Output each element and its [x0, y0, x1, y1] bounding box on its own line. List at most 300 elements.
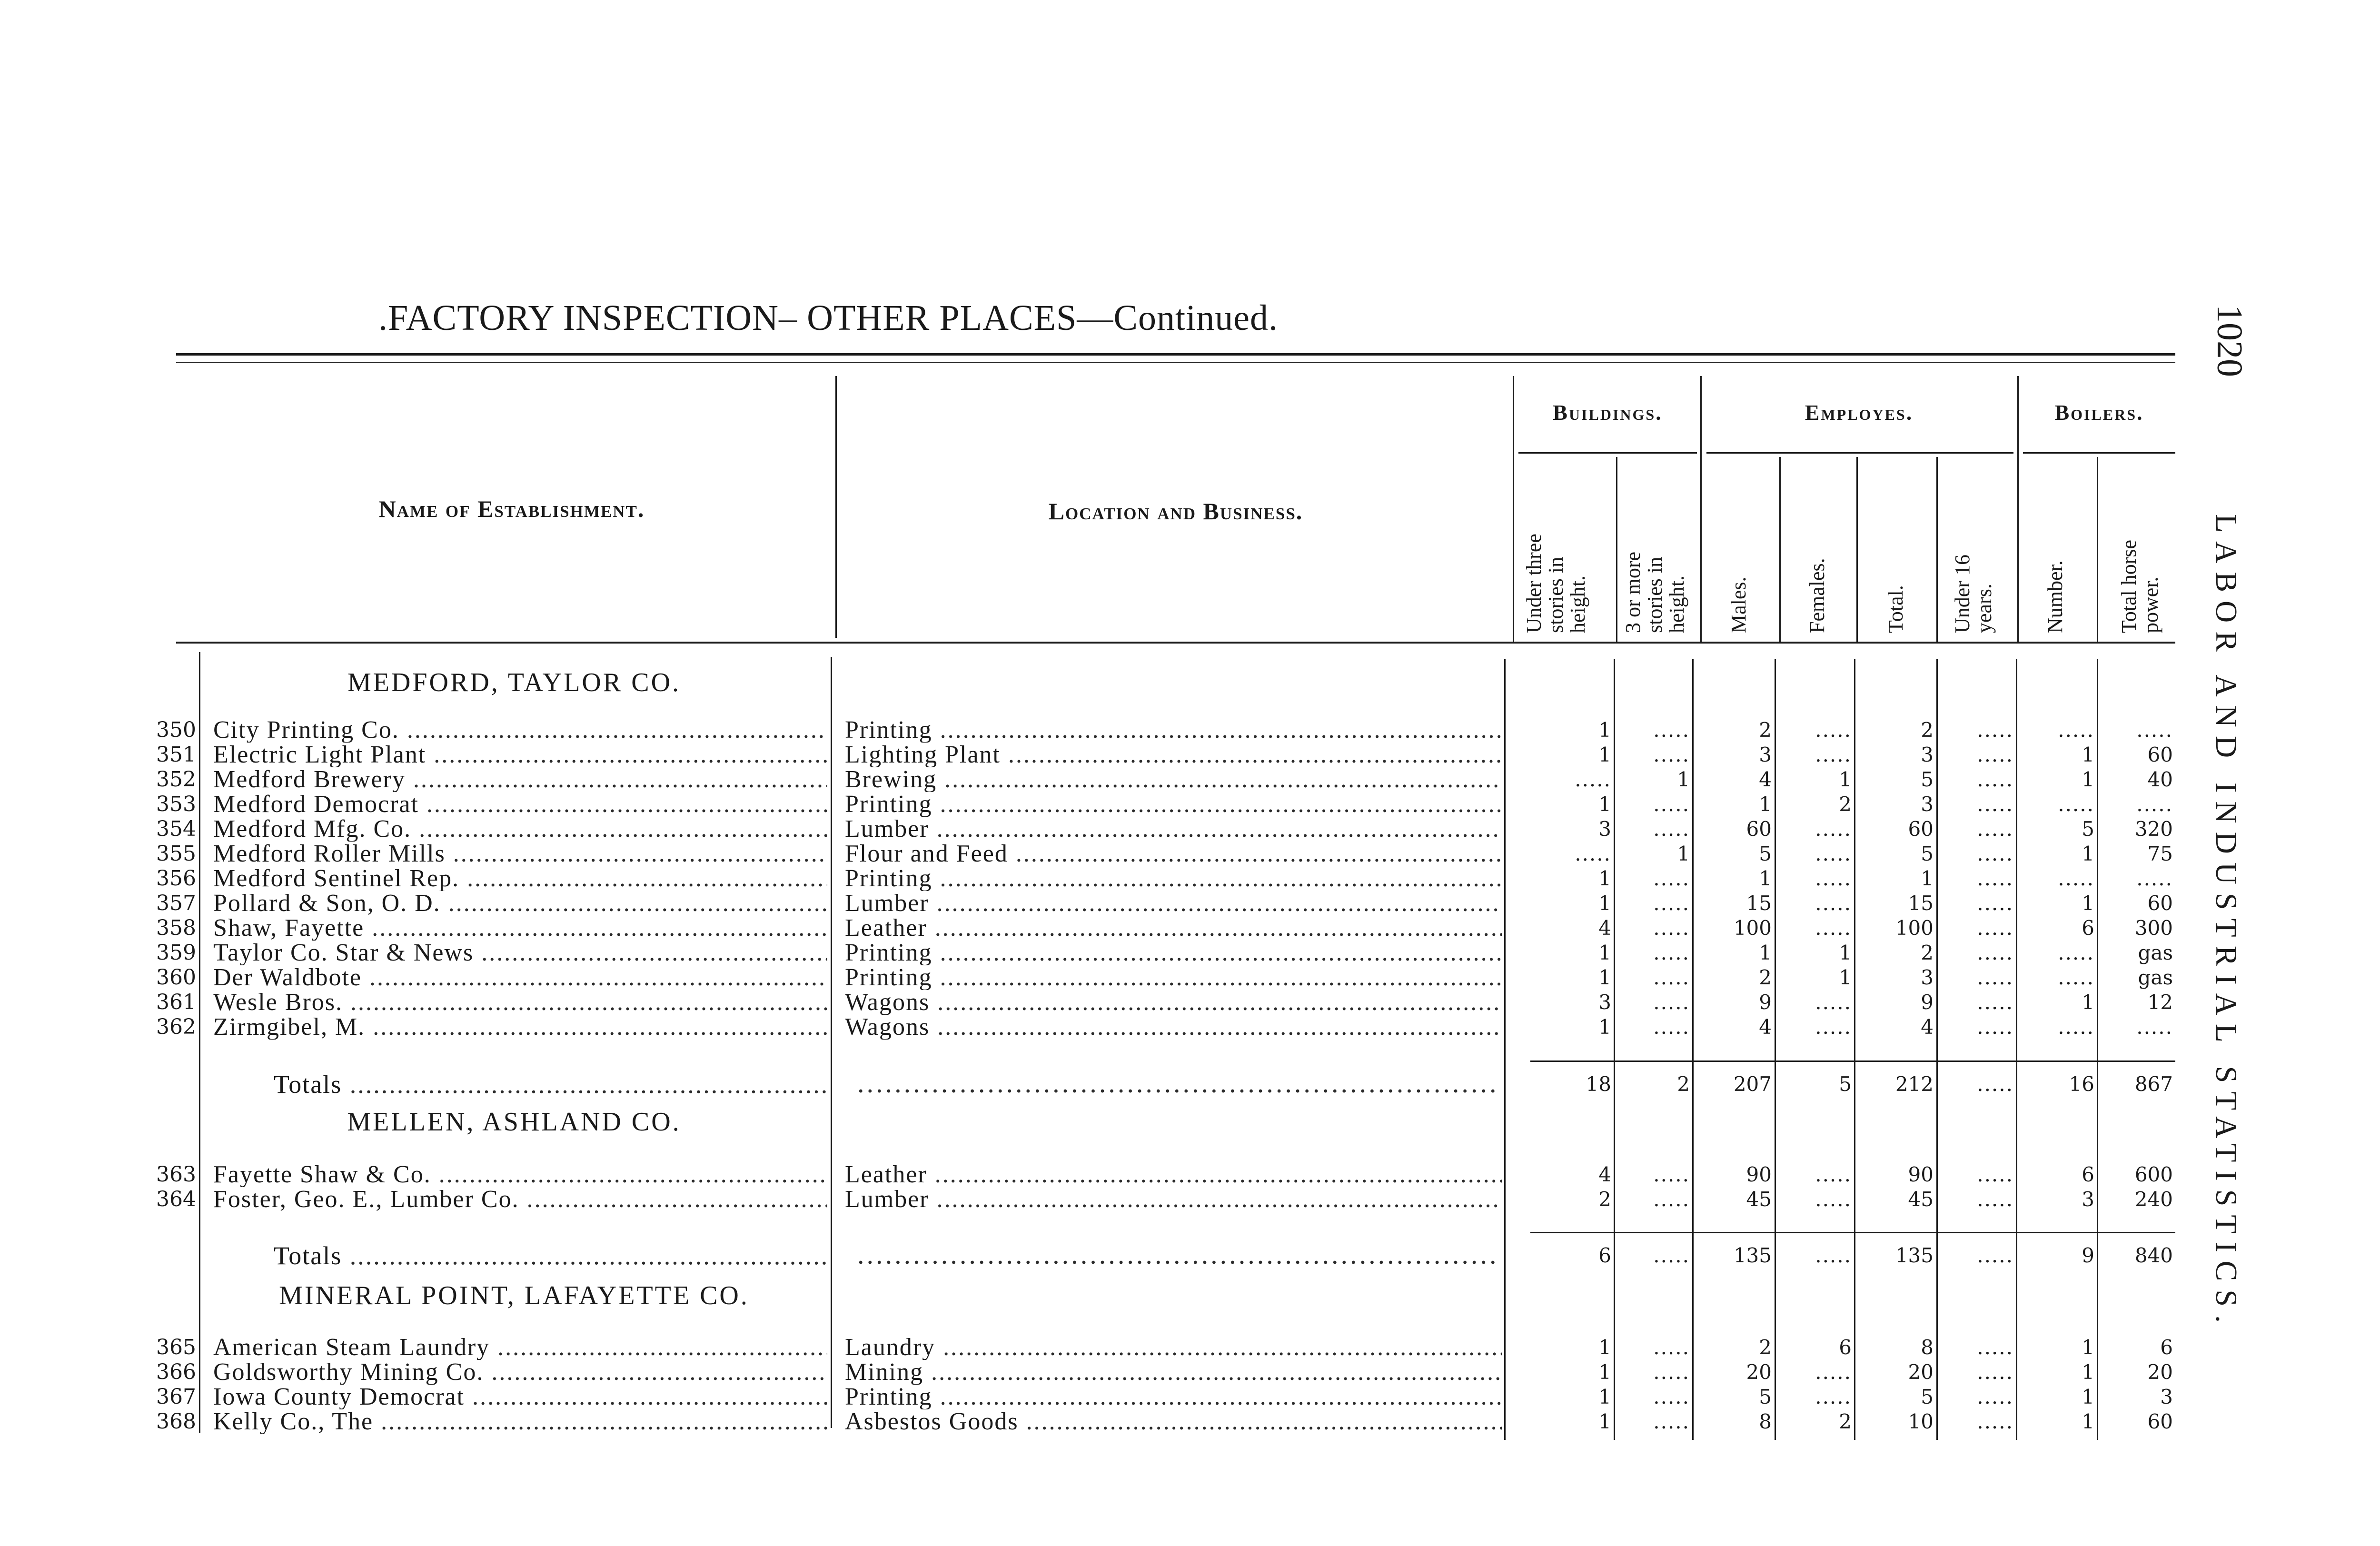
leader-dots	[431, 1162, 827, 1187]
name-column-header: Name of Establishment.	[378, 496, 645, 522]
business-type-text: Printing	[845, 965, 932, 990]
three-plus-value	[1616, 1409, 1690, 1434]
leader-dots	[441, 891, 827, 916]
three-plus-value	[1616, 990, 1690, 1015]
leader-dots	[932, 718, 1502, 743]
leader-dots	[935, 1335, 1502, 1360]
males-value: 15	[1746, 892, 1772, 915]
business-type	[845, 743, 1502, 767]
establishment-name	[213, 965, 827, 990]
boilers-value: 6	[2082, 1163, 2094, 1186]
boilers-value: 1	[2082, 768, 2094, 791]
page-title: .FACTORY INSPECTION– OTHER PLACES—Continued.	[378, 298, 1278, 338]
leader-dots	[419, 792, 827, 817]
under16-value	[1939, 891, 2013, 916]
business-type	[845, 767, 1502, 792]
under16-value	[1939, 743, 2013, 767]
row-number: 352	[156, 767, 196, 792]
table-row	[0, 1187, 2171, 1212]
establishment-name	[213, 718, 827, 743]
row-number: 355	[156, 842, 196, 866]
males-value: 5	[1759, 1385, 1772, 1408]
boilers-value	[2018, 941, 2094, 965]
leader-dots	[1019, 1409, 1502, 1434]
row-number: 353	[156, 792, 196, 816]
under3-value: 1	[1598, 867, 1611, 890]
boilers-value: 9	[2082, 1244, 2094, 1267]
table-row	[0, 990, 2171, 1015]
establishment-name-text: Medford Mfg. Co.	[213, 817, 412, 842]
establishment-name	[213, 1015, 827, 1040]
leader-dots	[426, 743, 827, 767]
establishment-name-text: Goldsworthy Mining Co.	[213, 1360, 484, 1385]
males-value: 4	[1759, 768, 1772, 791]
business-type-text: Flour and Feed	[845, 842, 1008, 866]
col-header-horse-power: Total horse power.	[2117, 539, 2162, 633]
under3-value: 4	[1598, 1163, 1611, 1186]
under16-value	[1939, 1243, 2013, 1268]
business-type-text: Wagons	[845, 990, 930, 1015]
females-value: 2	[1839, 1410, 1852, 1433]
under16-value	[1939, 718, 2013, 743]
establishment-name	[213, 866, 827, 891]
hp-value: 40	[2147, 768, 2173, 791]
under3-value: 1	[1598, 1336, 1611, 1359]
establishment-name-text: Fayette Shaw & Co.	[213, 1162, 431, 1187]
males-value: 60	[1746, 817, 1772, 841]
establishment-name-text: Shaw, Fayette	[213, 916, 365, 941]
under3-value: 1	[1598, 1410, 1611, 1433]
hp-value: 75	[2147, 842, 2173, 865]
under16-value	[1939, 1409, 2013, 1434]
business-type-text: Wagons	[845, 1015, 930, 1040]
males-value: 2	[1759, 966, 1772, 989]
row-number: 361	[156, 990, 196, 1014]
boilers-value	[2018, 718, 2094, 743]
under3-value: 1	[1598, 1015, 1611, 1039]
business-type-text: Leather	[845, 916, 927, 941]
leader-dots	[927, 1162, 1502, 1187]
under3-value: 3	[1598, 817, 1611, 841]
three-plus-value	[1616, 1015, 1690, 1040]
leader-dots	[459, 866, 827, 891]
under16-value	[1939, 792, 2013, 817]
three-plus-value	[1616, 965, 1690, 990]
under3-value: 1	[1598, 793, 1611, 816]
establishment-name	[213, 891, 827, 916]
hp-value: 600	[2134, 1163, 2173, 1186]
leader-dots	[373, 1409, 827, 1434]
males-value: 1	[1759, 941, 1772, 964]
hp-value: gas	[2138, 966, 2173, 989]
table-row	[0, 1335, 2171, 1360]
business-type	[845, 1335, 1502, 1360]
row-number: 364	[156, 1187, 196, 1211]
row-number: 360	[156, 965, 196, 990]
under16-value	[1939, 1187, 2013, 1212]
hp-value: gas	[2138, 941, 2173, 964]
under3-value: 1	[1598, 941, 1611, 964]
hp-value: 60	[2147, 1410, 2173, 1433]
females-value: 1	[1839, 941, 1852, 964]
table-row	[0, 965, 2171, 990]
three-plus-value	[1616, 1162, 1690, 1187]
boilers-value: 1	[2082, 1336, 2094, 1359]
establishment-name-text: Medford Roller Mills	[213, 842, 446, 866]
hp-value: 320	[2134, 817, 2173, 841]
business-type-text: Printing	[845, 866, 932, 891]
females-value	[1777, 842, 1852, 866]
establishment-name	[213, 1385, 827, 1409]
business-type	[845, 718, 1502, 743]
females-value	[1777, 1385, 1852, 1409]
leader-dots	[929, 1187, 1502, 1212]
females-value	[1777, 990, 1852, 1015]
table-row	[0, 1409, 2171, 1434]
leader-dots	[1001, 743, 1502, 767]
under3-value: 1	[1598, 743, 1611, 766]
boilers-value: 6	[2082, 916, 2094, 940]
establishment-name-text: Wesle Bros.	[213, 990, 343, 1015]
business-type-text: Brewing	[845, 767, 937, 792]
table-row	[0, 941, 2171, 965]
females-value	[1777, 1015, 1852, 1040]
boilers-value: 1	[2082, 892, 2094, 915]
boilers-value: 5	[2082, 817, 2094, 841]
col-header-total: Total.	[1884, 585, 1907, 633]
males-value: 9	[1759, 991, 1772, 1014]
boilers-value: 16	[2069, 1072, 2094, 1096]
leader-dots	[342, 1072, 826, 1097]
row-number: 350	[156, 718, 196, 742]
business-type	[845, 916, 1502, 941]
males-value: 1	[1759, 867, 1772, 890]
males-value: 135	[1733, 1244, 1772, 1267]
business-type-text: Leather	[845, 1162, 927, 1187]
leader-dots	[411, 817, 827, 842]
total-value: 8	[1921, 1336, 1934, 1359]
location-column-header: Location and Business.	[1048, 498, 1303, 525]
hp-value: 60	[2147, 743, 2173, 766]
boilers-value: 1	[2082, 991, 2094, 1014]
totals-label	[274, 1072, 826, 1097]
boilers-value: 1	[2082, 1410, 2094, 1433]
hp-value: 60	[2147, 892, 2173, 915]
leader-dots	[474, 941, 827, 965]
females-value	[1777, 1243, 1852, 1268]
business-type	[845, 990, 1502, 1015]
row-number: 367	[156, 1385, 196, 1409]
running-title: LABOR AND INDUSTRIAL STATISTICS.	[2210, 514, 2243, 1331]
under3-value: 1	[1598, 892, 1611, 915]
establishment-name	[213, 842, 827, 866]
females-value: 5	[1839, 1072, 1852, 1096]
hp-value	[2099, 792, 2173, 817]
three-plus-value	[1616, 916, 1690, 941]
boilers-value	[2018, 792, 2094, 817]
business-type-text: Lumber	[845, 817, 929, 842]
total-value: 60	[1908, 817, 1934, 841]
leader-dots	[484, 1360, 827, 1385]
three-plus-value	[1616, 941, 1690, 965]
establishment-name-text: Medford Sentinel Rep.	[213, 866, 460, 891]
females-value	[1777, 743, 1852, 767]
table-row	[0, 743, 2171, 767]
table-row	[0, 866, 2171, 891]
row-number: 363	[156, 1162, 196, 1187]
row-number: 362	[156, 1015, 196, 1039]
establishment-name	[213, 1162, 827, 1187]
total-value: 5	[1921, 768, 1934, 791]
females-value: 2	[1839, 793, 1852, 816]
leader-dots	[932, 941, 1502, 965]
establishment-name	[213, 767, 827, 792]
establishment-name	[213, 743, 827, 767]
establishment-name	[213, 1187, 827, 1212]
hp-value: 6	[2160, 1336, 2173, 1359]
establishment-name-text: Pollard & Son, O. D.	[213, 891, 441, 916]
boilers-value: 1	[2082, 1360, 2094, 1384]
leader-dots	[362, 965, 827, 990]
under16-value	[1939, 817, 2013, 842]
table-row	[0, 767, 2171, 792]
col-header-three-plus: 3 or more stories in height.	[1621, 551, 1688, 633]
hp-value	[2099, 718, 2173, 743]
males-value: 2	[1759, 718, 1772, 742]
three-plus-value: 1	[1677, 768, 1690, 791]
females-value	[1777, 718, 1852, 743]
leader-dots	[342, 1243, 826, 1268]
table-row	[0, 1162, 2171, 1187]
leader-dots	[932, 965, 1502, 990]
establishment-name-text: Medford Brewery	[213, 767, 406, 792]
total-value: 2	[1921, 941, 1934, 964]
under3-value	[1507, 767, 1611, 792]
females-value	[1777, 891, 1852, 916]
establishment-name	[213, 1360, 827, 1385]
establishment-name-text: Medford Democrat	[213, 792, 419, 817]
total-value: 1	[1921, 867, 1934, 890]
boilers-value: 1	[2082, 1385, 2094, 1408]
business-type	[845, 866, 1502, 891]
table-row	[0, 718, 2171, 743]
total-value: 5	[1921, 842, 1934, 865]
row-number: 366	[156, 1360, 196, 1384]
establishment-name-text: City Printing Co.	[213, 718, 399, 743]
business-type	[845, 1409, 1502, 1434]
under3-value: 18	[1586, 1072, 1611, 1096]
total-value: 135	[1895, 1244, 1934, 1267]
leader-dots	[930, 1015, 1502, 1040]
leader-dots	[929, 891, 1502, 916]
section-heading: MINERAL POINT, LAFAYETTE CO.	[279, 1281, 749, 1310]
leader-dots	[1008, 842, 1502, 866]
three-plus-value: 1	[1677, 842, 1690, 865]
establishment-name	[213, 792, 827, 817]
leader-dots	[365, 1015, 827, 1040]
hp-value: 240	[2134, 1188, 2173, 1211]
three-plus-value	[1616, 1243, 1690, 1268]
under16-value	[1939, 767, 2013, 792]
total-value: 15	[1908, 892, 1934, 915]
table-row	[0, 1360, 2171, 1385]
totals-label	[274, 1243, 826, 1268]
establishment-name-text: Taylor Co. Star & News	[213, 941, 474, 965]
leader-dots	[490, 1335, 827, 1360]
hp-value: 12	[2147, 991, 2173, 1014]
under16-value	[1939, 1015, 2013, 1040]
business-type	[845, 965, 1502, 990]
total-value: 2	[1921, 718, 1934, 742]
females-value: 1	[1839, 768, 1852, 791]
total-value: 3	[1921, 966, 1934, 989]
establishment-name-text: Zirmgibel, M.	[213, 1015, 366, 1040]
three-plus-value: 2	[1677, 1072, 1690, 1096]
leader-dots	[932, 1385, 1502, 1409]
business-type	[845, 1187, 1502, 1212]
establishment-name	[213, 990, 827, 1015]
boilers-value: 1	[2082, 743, 2094, 766]
business-type	[845, 817, 1502, 842]
employes-group-header: Employes.	[1805, 400, 1914, 425]
business-type-text: Printing	[845, 792, 932, 817]
establishment-name	[213, 1335, 827, 1360]
under3-value: 1	[1598, 966, 1611, 989]
leader-dots	[923, 1360, 1502, 1385]
row-number: 354	[156, 817, 196, 841]
hp-value	[2099, 866, 2173, 891]
total-value: 3	[1921, 743, 1934, 766]
under3-value: 3	[1598, 991, 1611, 1014]
totals-row	[0, 1072, 2171, 1097]
hp-value: 20	[2147, 1360, 2173, 1384]
three-plus-value	[1616, 1187, 1690, 1212]
total-value: 4	[1921, 1015, 1934, 1039]
under16-value	[1939, 1360, 2013, 1385]
section-heading: MELLEN, ASHLAND CO.	[347, 1107, 681, 1137]
table-row	[0, 817, 2171, 842]
row-number: 357	[156, 891, 196, 915]
business-type	[845, 891, 1502, 916]
business-type	[845, 1360, 1502, 1385]
establishment-name-text: Kelly Co., The	[213, 1409, 374, 1434]
three-plus-value	[1616, 718, 1690, 743]
buildings-group-header: Buildings.	[1553, 400, 1663, 425]
leader-dots	[937, 767, 1502, 792]
males-value: 4	[1759, 1015, 1772, 1039]
under16-value	[1939, 941, 2013, 965]
hp-value: 3	[2160, 1385, 2173, 1408]
females-value	[1777, 916, 1852, 941]
hp-value: 867	[2134, 1072, 2173, 1096]
leader-dots	[519, 1187, 827, 1212]
under16-value	[1939, 916, 2013, 941]
three-plus-value	[1616, 817, 1690, 842]
under16-value	[1939, 965, 2013, 990]
row-number: 351	[156, 743, 196, 767]
leader-dots	[857, 1243, 1499, 1268]
under3-value: 1	[1598, 1360, 1611, 1384]
boilers-value: 1	[2082, 842, 2094, 865]
females-value: 6	[1839, 1336, 1852, 1359]
under3-value: 1	[1598, 718, 1611, 742]
establishment-name-text: Foster, Geo. E., Lumber Co.	[213, 1187, 519, 1212]
hp-value	[2099, 1015, 2173, 1040]
leader-dots	[932, 866, 1502, 891]
males-value: 5	[1759, 842, 1772, 865]
under16-value	[1939, 1385, 2013, 1409]
business-type-text: Laundry	[845, 1335, 936, 1360]
males-value: 90	[1746, 1163, 1772, 1186]
total-value: 5	[1921, 1385, 1934, 1408]
leader-dots	[932, 792, 1502, 817]
leader-dots	[857, 1072, 1499, 1097]
males-value: 45	[1746, 1188, 1772, 1211]
males-value: 207	[1733, 1072, 1772, 1096]
establishment-name	[213, 941, 827, 965]
under16-value	[1939, 866, 2013, 891]
hp-value: 300	[2134, 916, 2173, 940]
leader-dots	[929, 817, 1502, 842]
business-type	[845, 1015, 1502, 1040]
males-value: 2	[1759, 1336, 1772, 1359]
leader-dots	[446, 842, 827, 866]
total-value: 90	[1908, 1163, 1934, 1186]
row-number: 365	[156, 1335, 196, 1359]
establishment-name-text: American Steam Laundry	[213, 1335, 490, 1360]
section-heading: MEDFORD, TAYLOR CO.	[347, 668, 681, 697]
leader-dots	[406, 767, 827, 792]
total-value: 3	[1921, 793, 1934, 816]
table-row	[0, 916, 2171, 941]
total-value: 45	[1908, 1188, 1934, 1211]
three-plus-value	[1616, 1335, 1690, 1360]
table-row	[0, 1385, 2171, 1409]
total-value: 9	[1921, 991, 1934, 1014]
under3-value: 4	[1598, 916, 1611, 940]
leader-dots	[343, 990, 827, 1015]
business-type-text: Printing	[845, 1385, 932, 1409]
under16-value	[1939, 1335, 2013, 1360]
business-type	[845, 842, 1502, 866]
under16-value	[1939, 842, 2013, 866]
business-type-text: Lighting Plant	[845, 743, 1001, 767]
business-type-text: Lumber	[845, 891, 929, 916]
col-header-under16: Under 16 years.	[1951, 555, 1996, 633]
business-type-text: Mining	[845, 1360, 924, 1385]
under16-value	[1939, 1162, 2013, 1187]
row-number: 358	[156, 916, 196, 940]
hp-value: 840	[2134, 1244, 2173, 1267]
business-type-text: Printing	[845, 718, 932, 743]
col-header-males: Males.	[1727, 576, 1750, 633]
business-type	[845, 792, 1502, 817]
boilers-value	[2018, 866, 2094, 891]
under3-value	[1507, 842, 1611, 866]
females-value	[1777, 1162, 1852, 1187]
table-row	[0, 842, 2171, 866]
total-value: 10	[1908, 1410, 1934, 1433]
under3-value: 1	[1598, 1385, 1611, 1408]
three-plus-value	[1616, 743, 1690, 767]
table-row	[0, 792, 2171, 817]
row-number: 368	[156, 1409, 196, 1434]
establishment-name-text: Electric Light Plant	[213, 743, 426, 767]
establishment-name	[213, 1409, 827, 1434]
under16-value	[1939, 1072, 2013, 1097]
boilers-value	[2018, 965, 2094, 990]
business-type	[845, 1385, 1502, 1409]
